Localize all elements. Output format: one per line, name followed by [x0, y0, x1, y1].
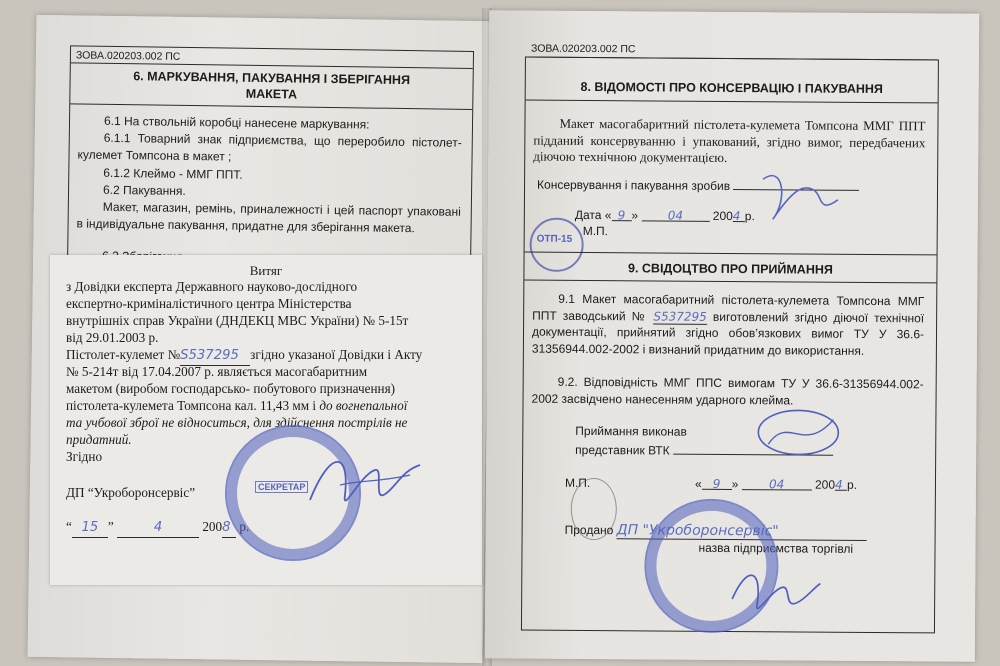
date-close: »: [731, 477, 739, 492]
conservation-label: Консервування і пакування зробив: [537, 177, 731, 193]
paragraph-6-1-2: 6.1.2 Клеймо - ММГ ППТ.: [103, 165, 243, 182]
signature-icon: [743, 159, 864, 240]
excerpt-serial-line: [66, 347, 422, 366]
paragraph-6-1-1: 6.1.1 Товарний знак підприємства, що переробило пістолет-кулемет Томпсона в макет ;: [77, 130, 462, 164]
date-sep: »: [631, 208, 639, 223]
section-9-title: 9. СВІДОЦТВО ПРО ПРИЙМАННЯ: [627, 261, 833, 277]
excerpt-date-suffix: р.: [239, 519, 250, 534]
document-code: ЗОВА.020203.002 ПС: [530, 42, 636, 56]
section-6-frame: [67, 45, 474, 283]
paragraph-9-2: 9.2. Відповідність ММГ ППС вимогам ТУ У 36.6-31356944.002-2002 засвідчено нанесенням ударного клейма.: [531, 374, 924, 407]
section-8-paragraph: Макет масогабаритний пістолета-кулемета Томпсона ММГ ППТ підданий консервуванню і упакований, згідно вимог, передбачених діючою технічною документацією.: [533, 115, 926, 165]
section-8-title: 8. ВІДОМОСТІ ПРО КОНСЕРВАЦІЮ І ПАКУВАННЯ: [580, 79, 883, 97]
date-year-digit: 4: [733, 209, 745, 222]
paragraph-9-1-start: 9.1 Макет масогабаритний пістолета-кулемета Томпсона ММГ ППТ заводський №: [532, 291, 925, 323]
passport-right-page: [485, 10, 980, 661]
date-day: 9: [611, 208, 631, 221]
qc-representative-label: представник ВТК: [575, 442, 670, 458]
excerpt-agreed: Згідно: [66, 449, 103, 464]
excerpt-date-month: 4: [117, 520, 199, 538]
date-month: 04: [742, 477, 812, 490]
excerpt-line: експертно-криміналістичного центра Міністерства: [66, 296, 352, 311]
date-year-digit: 4: [835, 478, 847, 491]
paragraph-9-1-end: виготовлений згідно діючої технічної документації, прийнятий згідно обов’язкових вимог ТУ У 36.6-31356944.002-2002 і визнаний придатним до використання.: [531, 309, 925, 358]
excerpt-line-italic: до вогнепальної: [316, 398, 408, 413]
section-6-title-line-2: МАКЕТА: [245, 86, 298, 102]
serial-number-handwritten: S537295: [180, 348, 250, 366]
seal-place-label: М.П.: [582, 223, 609, 239]
sold-to-handwritten: ДП "Укроборонсервіс": [617, 522, 867, 541]
date-label: Дата «: [574, 207, 612, 223]
excerpt-line: внутрішніх справ України (ДНДЕКЦ МВС України) № 5-15т: [66, 313, 409, 328]
document-code: ЗОВА.020203.002 ПС: [75, 49, 181, 63]
stamp-label: СЕКРЕТАР: [255, 481, 308, 493]
signature-icon: [743, 394, 853, 465]
date-day: 9: [702, 477, 732, 490]
acceptance-date: [695, 477, 857, 492]
signature-icon: [300, 440, 430, 530]
paragraph-9-1: [532, 291, 924, 360]
excerpt-date-day: 15: [72, 520, 108, 538]
signature-icon: [722, 559, 822, 630]
paragraph-packaging: Макет, магазин, ремінь, приналежності і цей паспорт упаковані в індивідуальне пакування, придатне для зберігання макета.: [76, 199, 461, 235]
excerpt-slip: [50, 255, 482, 585]
sections-8-9-frame: [521, 57, 939, 634]
seal-place-label: М.П.: [564, 475, 591, 491]
excerpt-line-italic: придатний.: [66, 432, 132, 447]
accepted-by-label: Приймання виконав: [575, 423, 687, 439]
small-stamp-label: ОТП-15: [536, 233, 573, 245]
excerpt-line: макетом (виробом господарсько- побутового призначення): [66, 381, 396, 396]
excerpt-date: “ 15 ” 4 2008 р.: [66, 519, 249, 538]
date-month: 04: [641, 208, 709, 221]
serial-number-handwritten: S537295: [653, 308, 707, 324]
excerpt-date-year-digit: 8: [222, 520, 236, 538]
date-suffix: р.: [847, 477, 858, 492]
section-6-title-line-1: 6. МАРКУВАННЯ, ПАКУВАННЯ І ЗБЕРІГАННЯ: [133, 69, 411, 88]
excerpt-line: № 5-214т від 17.04.2007 р. являється масогабаритним: [66, 364, 368, 379]
date-open: «: [694, 476, 702, 491]
date-suffix: р.: [744, 209, 755, 224]
excerpt-line: згідно указаної Довідки і Акту: [250, 347, 423, 362]
conservation-date: [575, 208, 755, 223]
sold-label: Продано: [564, 522, 614, 538]
paragraph-6-2: 6.2 Пакування.: [102, 182, 186, 198]
excerpt-line-mixed: [66, 398, 407, 415]
excerpt-line: з Довідки експерта Державного науково-дослідного: [66, 279, 358, 294]
excerpt-line: пістолета-кулемета Томпсона кал. 11,43 мм і: [66, 398, 317, 413]
date-year: 200: [712, 208, 733, 224]
excerpt-organization: ДП “Укроборонсервіс”: [66, 485, 196, 500]
excerpt-line-italic: та учбової зброї не відноситься, для здійснення пострілів не: [66, 415, 408, 430]
sold-caption: назва підприємства торгівлі: [698, 540, 854, 556]
excerpt-line: Пістолет-кулемет №: [66, 347, 181, 362]
excerpt-date-year: 200: [202, 519, 223, 534]
paragraph-6-1: 6.1 На ствольній коробці нанесене маркування:: [103, 113, 370, 132]
date-year: 200: [814, 477, 836, 492]
excerpt-title: Витяг: [249, 263, 283, 278]
excerpt-line: від 29.01.2003 р.: [66, 330, 159, 345]
